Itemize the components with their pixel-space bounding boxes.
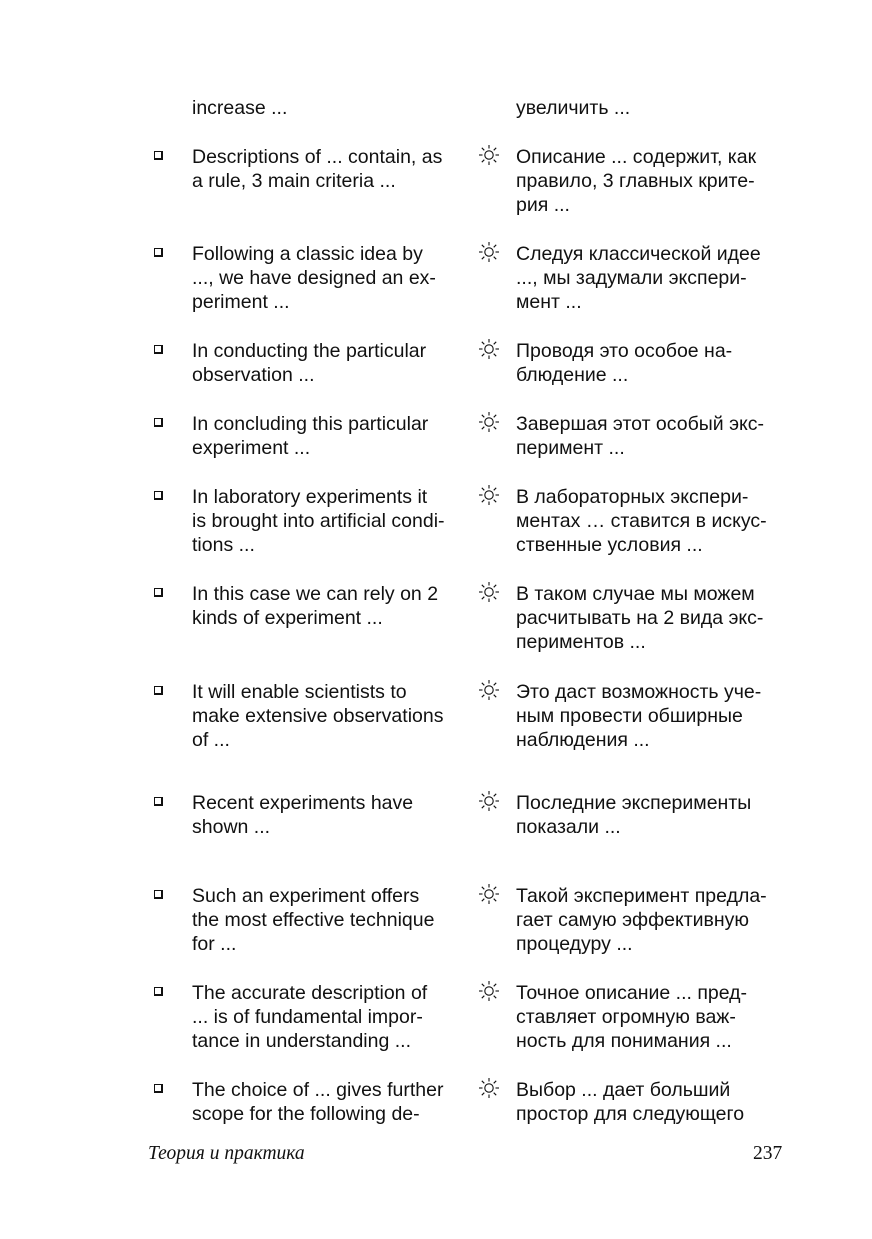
checkbox-square-icon xyxy=(154,588,163,597)
sun-icon xyxy=(478,980,500,1002)
english-phrase: It will enable scientists to make extensive observations of ... xyxy=(192,681,444,751)
russian-phrase: Последние эксперименты показали ... xyxy=(516,792,752,838)
sun-icon xyxy=(478,144,500,166)
english-phrase: In this case we can rely on 2 kinds of experiment ... xyxy=(192,583,439,629)
checkbox-square-icon xyxy=(154,151,163,160)
russian-phrase: Это даст возможность уче- ным провести обширные наблюдения ... xyxy=(516,681,762,751)
checkbox-square-icon xyxy=(154,890,163,899)
checkbox-square-icon xyxy=(154,345,163,354)
sun-icon xyxy=(478,581,500,603)
english-phrase: increase ... xyxy=(192,97,288,119)
checkbox-square-icon xyxy=(154,418,163,427)
english-phrase: The accurate description of ... is of fundamental impor- tance in understanding ... xyxy=(192,982,428,1052)
english-phrase: Such an experiment offers the most effective technique for ... xyxy=(192,885,435,955)
english-phrase: Recent experiments have shown ... xyxy=(192,792,414,838)
russian-phrase: увеличить ... xyxy=(516,97,631,119)
english-phrase: In laboratory experiments it is brought into artificial condi- tions ... xyxy=(192,486,445,556)
russian-phrase: Завершая этот особый экс- перимент ... xyxy=(516,413,765,459)
checkbox-square-icon xyxy=(154,1084,163,1093)
russian-phrase: Такой эксперимент предла- гает самую эффективную процедуру ... xyxy=(516,885,767,955)
sun-icon xyxy=(478,241,500,263)
checkbox-square-icon xyxy=(154,797,163,806)
checkbox-square-icon xyxy=(154,491,163,500)
russian-phrase: Описание ... содержит, как правило, 3 главных крите- рия ... xyxy=(516,146,757,216)
checkbox-square-icon xyxy=(154,248,163,257)
sun-icon xyxy=(478,484,500,506)
english-phrase: Following a classic idea by ..., we have designed an ex- periment ... xyxy=(192,243,436,313)
sun-icon xyxy=(478,411,500,433)
running-footer-title: Теория и практика xyxy=(148,1143,305,1164)
russian-phrase: Проводя это особое на- блюдение ... xyxy=(516,340,733,386)
english-phrase: Descriptions of ... contain, as a rule, 3 main criteria ... xyxy=(192,146,443,192)
sun-icon xyxy=(478,790,500,812)
russian-phrase: Точное описание ... пред- ставляет огромную важ- ность для понимания ... xyxy=(516,982,748,1052)
sun-icon xyxy=(478,1077,500,1099)
checkbox-square-icon xyxy=(154,686,163,695)
russian-phrase: В лабораторных экспери- ментах … ставится в искус- ственные условия ... xyxy=(516,486,767,556)
sun-icon xyxy=(478,883,500,905)
russian-phrase: Выбор ... дает больший простор для следующего xyxy=(516,1079,745,1125)
russian-phrase: Следуя классической идее ..., мы задумали экспери- мент ... xyxy=(516,243,761,313)
page-number: 237 xyxy=(753,1143,783,1164)
english-phrase: In conducting the particular observation ... xyxy=(192,340,427,386)
english-phrase: The choice of ... gives further scope for the following de- xyxy=(192,1079,444,1125)
english-phrase: In concluding this particular experiment ... xyxy=(192,413,429,459)
sun-icon xyxy=(478,679,500,701)
sun-icon xyxy=(478,338,500,360)
russian-phrase: В таком случае мы можем расчитывать на 2 вида экс- периментов ... xyxy=(516,583,764,653)
checkbox-square-icon xyxy=(154,987,163,996)
